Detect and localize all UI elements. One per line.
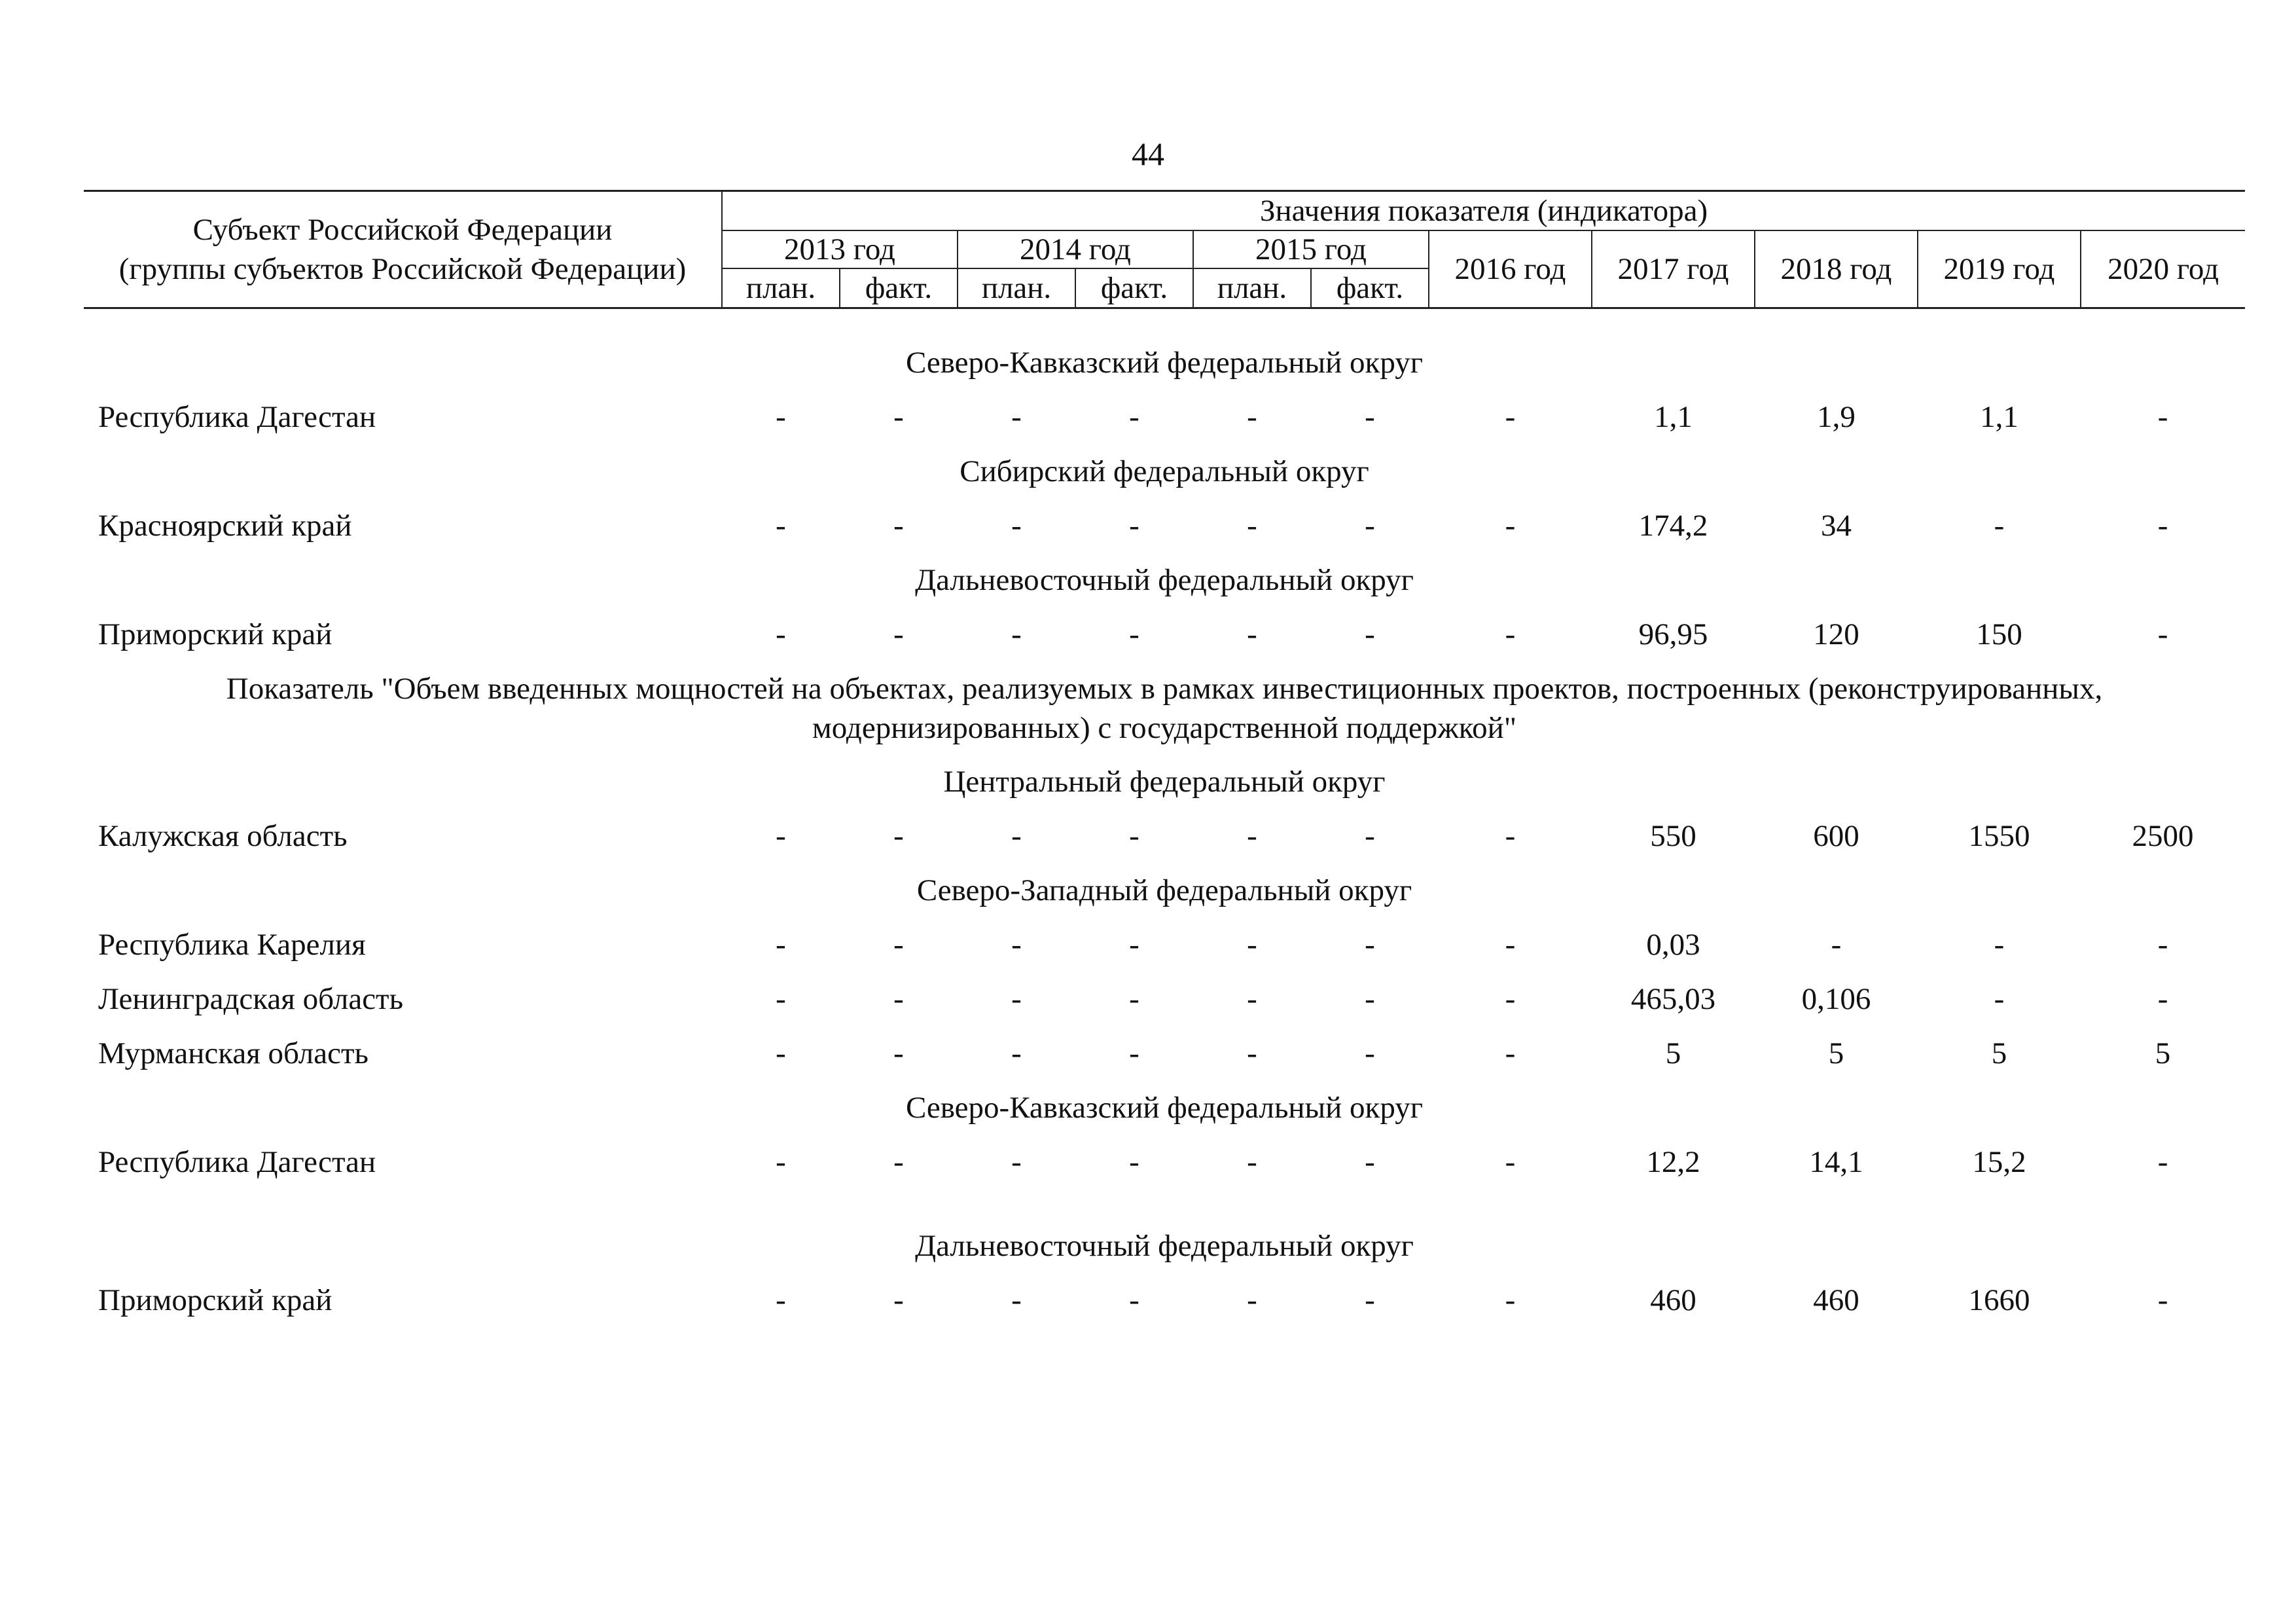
indicator-table <box>84 190 2245 1327</box>
value-cell: - <box>1011 927 1022 962</box>
table-row <box>84 498 2245 553</box>
value-cell: 5 <box>1828 1036 1844 1070</box>
value-cell: 465,03 <box>1630 981 1716 1016</box>
value-cell: - <box>1247 617 1257 651</box>
year-2016-header: 2016 год <box>1429 230 1592 308</box>
plan-2013-header: план. <box>722 268 840 308</box>
table-row <box>84 972 2245 1026</box>
value-cell: - <box>1505 1036 1516 1070</box>
value-cell: - <box>1365 508 1375 543</box>
fact-2015-header: факт. <box>1311 268 1429 308</box>
value-cell: - <box>1129 927 1139 962</box>
subject-column-header <box>84 191 722 308</box>
value-cell: 460 <box>1650 1283 1696 1317</box>
page-number: 44 <box>1132 136 1164 172</box>
value-cell: - <box>2157 508 2168 543</box>
value-cell: - <box>1994 981 2005 1016</box>
value-cell: - <box>1365 617 1375 651</box>
value-cell: 1,1 <box>1980 399 2018 434</box>
value-cell: - <box>776 927 786 962</box>
region-name: Красноярский край <box>98 508 352 543</box>
value-cell: 14,1 <box>1809 1144 1863 1179</box>
value-cell: - <box>1831 927 1842 962</box>
value-cell: - <box>1505 1283 1516 1317</box>
region-name: Республика Дагестан <box>98 1144 376 1179</box>
value-cell: - <box>776 617 786 651</box>
fact-2013-header: факт. <box>840 268 958 308</box>
table-row <box>84 917 2245 972</box>
district-heading: Дальневосточный федеральный округ <box>915 1228 1414 1263</box>
value-cell: 1660 <box>1968 1283 2030 1317</box>
region-name: Приморский край <box>98 1283 332 1317</box>
table-body <box>84 308 2245 1328</box>
value-cell: - <box>1505 818 1516 853</box>
value-cell: - <box>1011 981 1022 1016</box>
value-cell: - <box>893 1144 904 1179</box>
indicator-values-header: Значения показателя (индикатора) <box>722 191 2245 231</box>
value-cell: - <box>2157 1144 2168 1179</box>
table-row <box>84 607 2245 661</box>
value-cell: - <box>1247 1144 1257 1179</box>
value-cell: - <box>1365 981 1375 1016</box>
table-row <box>84 1026 2245 1080</box>
value-cell: - <box>1365 1283 1375 1317</box>
value-cell: 5 <box>2155 1036 2171 1070</box>
value-cell: - <box>1505 927 1516 962</box>
value-cell: 460 <box>1813 1283 1859 1317</box>
value-cell: - <box>1247 1283 1257 1317</box>
year-2014-header: 2014 год <box>958 230 1193 268</box>
value-cell: 96,95 <box>1638 617 1708 651</box>
value-cell: - <box>1365 927 1375 962</box>
value-cell: - <box>1129 818 1139 853</box>
value-cell: 550 <box>1650 818 1696 853</box>
value-cell: - <box>1994 508 2005 543</box>
value-cell: - <box>2157 1283 2168 1317</box>
value-cell: - <box>893 617 904 651</box>
value-cell: 0,106 <box>1801 981 1871 1016</box>
value-cell: - <box>1505 981 1516 1016</box>
district-heading: Северо-Западный федеральный округ <box>916 873 1412 907</box>
region-name: Республика Карелия <box>98 927 366 962</box>
district-heading: Северо-Кавказский федеральный округ <box>905 345 1424 380</box>
value-cell: - <box>776 508 786 543</box>
value-cell: - <box>893 927 904 962</box>
subject-header-line1: Субъект Российской Федерации <box>192 213 613 247</box>
value-cell: - <box>1247 508 1257 543</box>
value-cell: - <box>776 1283 786 1317</box>
value-cell: - <box>1365 399 1375 434</box>
value-cell: - <box>1011 1144 1022 1179</box>
value-cell: - <box>1129 1283 1139 1317</box>
value-cell: - <box>1505 1144 1516 1179</box>
value-cell: - <box>2157 399 2168 434</box>
value-cell: - <box>2157 927 2168 962</box>
district-heading: Центральный федеральный округ <box>943 764 1386 799</box>
value-cell: - <box>893 1283 904 1317</box>
table-row <box>84 390 2245 444</box>
value-cell: - <box>893 508 904 543</box>
table-row <box>84 1135 2245 1189</box>
value-cell: 174,2 <box>1638 508 1708 543</box>
value-cell: 150 <box>1976 617 2022 651</box>
year-2017-header: 2017 год <box>1592 230 1755 308</box>
value-cell: - <box>1505 508 1516 543</box>
table-row <box>84 1273 2245 1327</box>
value-cell: - <box>1129 399 1139 434</box>
value-cell: 2500 <box>2132 818 2194 853</box>
year-2018-header: 2018 год <box>1755 230 1918 308</box>
region-name: Калужская область <box>98 818 348 853</box>
value-cell: - <box>1247 818 1257 853</box>
value-cell: - <box>2157 981 2168 1016</box>
value-cell: - <box>893 399 904 434</box>
value-cell: - <box>1129 981 1139 1016</box>
value-cell: - <box>1505 399 1516 434</box>
value-cell: - <box>776 1144 786 1179</box>
value-cell: - <box>1129 508 1139 543</box>
value-cell: - <box>1994 927 2005 962</box>
value-cell: - <box>1129 1144 1139 1179</box>
value-cell: 1550 <box>1968 818 2030 853</box>
year-2020-header: 2020 год <box>2081 230 2245 308</box>
value-cell: - <box>1247 1036 1257 1070</box>
value-cell: 0,03 <box>1646 927 1700 962</box>
value-cell: 120 <box>1813 617 1859 651</box>
plan-2014-header: план. <box>958 268 1075 308</box>
value-cell: - <box>1011 1036 1022 1070</box>
value-cell: 12,2 <box>1646 1144 1700 1179</box>
value-cell: - <box>1365 1036 1375 1070</box>
value-cell: 34 <box>1821 508 1852 543</box>
value-cell: - <box>776 981 786 1016</box>
table-header <box>84 191 2245 308</box>
subject-header-line2: (группы субъектов Российской Федерации) <box>118 252 687 286</box>
spacer <box>84 308 2245 336</box>
value-cell: - <box>1011 617 1022 651</box>
value-cell: - <box>1247 981 1257 1016</box>
value-cell: - <box>776 399 786 434</box>
value-cell: 5 <box>1665 1036 1681 1070</box>
value-cell: - <box>1129 1036 1139 1070</box>
district-heading: Сибирский федеральный округ <box>960 454 1369 488</box>
value-cell: - <box>1247 927 1257 962</box>
value-cell: 600 <box>1813 818 1859 853</box>
region-name: Приморский край <box>98 617 332 651</box>
value-cell: 5 <box>1991 1036 2007 1070</box>
value-cell: - <box>1365 1144 1375 1179</box>
value-cell: - <box>1505 617 1516 651</box>
region-name: Ленинградская область <box>98 981 404 1016</box>
year-2013-header: 2013 год <box>722 230 958 268</box>
value-cell: 15,2 <box>1972 1144 2026 1179</box>
value-cell: - <box>1011 818 1022 853</box>
value-cell: 1,9 <box>1817 399 1856 434</box>
plan-2015-header: план. <box>1193 268 1311 308</box>
district-heading: Северо-Кавказский федеральный округ <box>905 1090 1424 1125</box>
region-name: Мурманская область <box>98 1036 368 1070</box>
value-cell: - <box>893 1036 904 1070</box>
table-row <box>84 809 2245 863</box>
value-cell: 1,1 <box>1654 399 1693 434</box>
value-cell: - <box>1011 399 1022 434</box>
spacer <box>84 1189 2245 1218</box>
fact-2014-header: факт. <box>1075 268 1193 308</box>
value-cell: - <box>1011 1283 1022 1317</box>
value-cell: - <box>776 1036 786 1070</box>
district-heading: Дальневосточный федеральный округ <box>915 562 1414 597</box>
value-cell: - <box>1011 508 1022 543</box>
region-name: Республика Дагестан <box>98 399 376 434</box>
indicator-title: Показатель "Объем введенных мощностей на объектах, реализуемых в рамках инвестиционных проектов, построенных (реконструированных, модернизированных) с государственной поддержкой" <box>226 672 2103 745</box>
value-cell: - <box>1365 818 1375 853</box>
value-cell: - <box>1247 399 1257 434</box>
year-2015-header: 2015 год <box>1193 230 1429 268</box>
value-cell: - <box>2157 617 2168 651</box>
value-cell: - <box>1129 617 1139 651</box>
year-2019-header: 2019 год <box>1918 230 2081 308</box>
value-cell: - <box>893 981 904 1016</box>
value-cell: - <box>776 818 786 853</box>
value-cell: - <box>893 818 904 853</box>
